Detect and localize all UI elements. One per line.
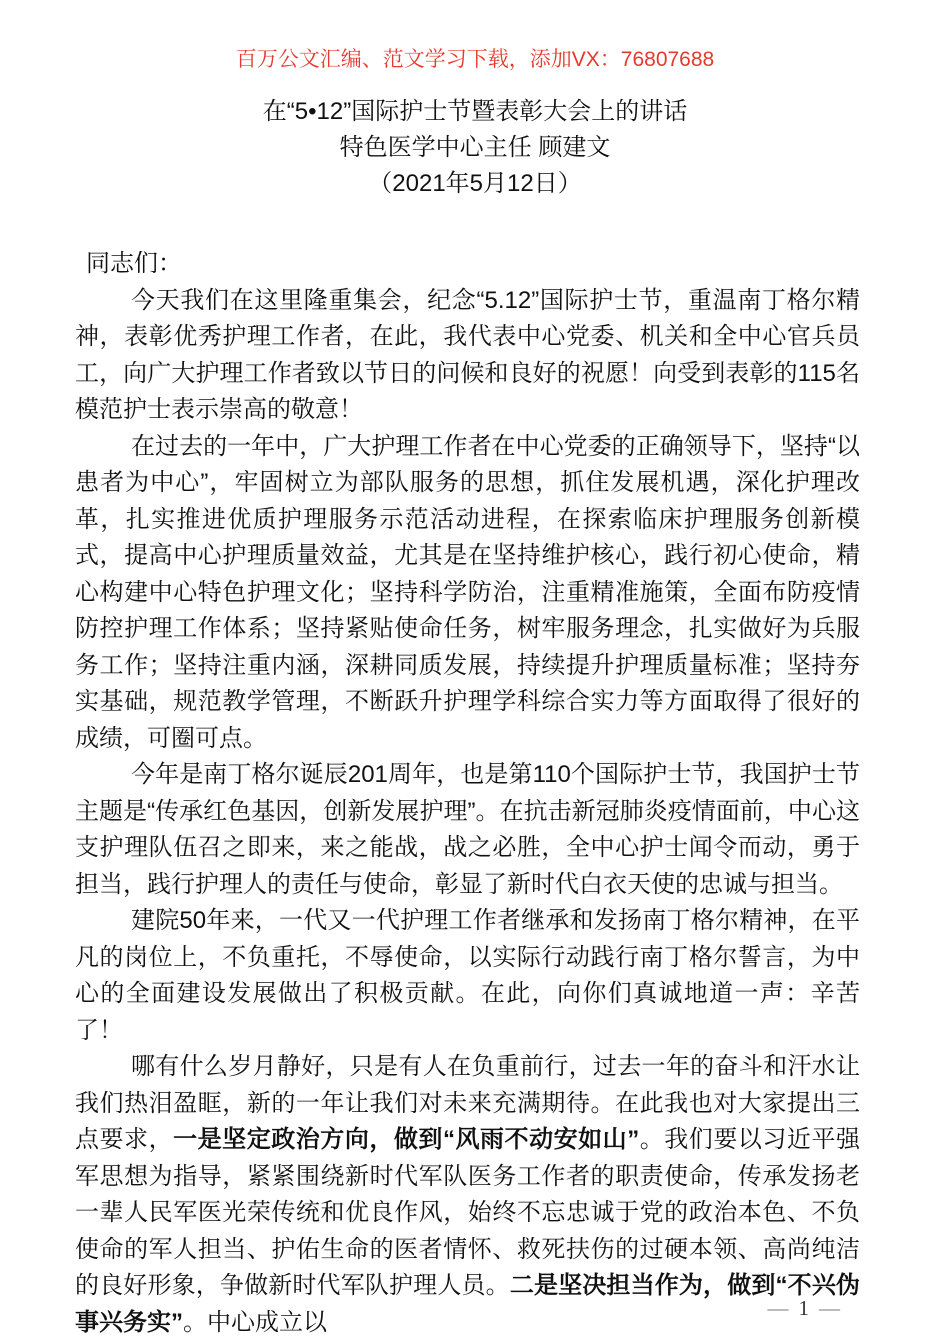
paragraph-4 (75, 903, 860, 1049)
paragraph-1-text: 今天我们在这里隆重集会，纪念“5.12”国际护士节，重温南丁格尔精神，表彰优秀护理工作者，在此，我代表中心党委、机关和全中心官兵员工，向广大护理工作者致以节日的问候和良好的祝愿！向受到表彰的115名模范护士表示崇高的敬意！ (75, 286, 860, 423)
paragraph-5-run-1: 哪有什么岁月静好，只是有人在负重前行，过去一年的奋斗和汗水让我们热泪盈眶，新的一年让我们对未来充满期待。在此我也对大家提出三点要求， (75, 1053, 860, 1153)
paragraph-1 (75, 283, 860, 429)
paragraph-2-text: 在过去的一年中，广大护理工作者在中心党委的正确领导下，坚持“以患者为中心”，牢固树立为部队服务的思想，抓住发展机遇，深化护理改革，扎实推进优质护理服务示范活动进程，在探索临床护理服务创新模式，提高中心护理质量效益，尤其是在坚持维护核心，践行初心使命，精心构建中心特色护理文化；坚持科学防治，注重精准施策，全面布防疫情防控护理工作体系；坚持紧贴使命任务，树牢服务理念，扎实做好为兵服务工作；坚持注重内涵，深耕同质发展，持续提升护理质量标准；坚持夯实基础，规范教学管理，不断跃升护理学科综合实力等方面取得了很好的成绩，可圈可点。 (75, 432, 860, 752)
paragraph-5-bold-point-2: 二是坚决担当作为，做到“不兴伪事兴务实” (75, 1272, 860, 1336)
document-title: 在“5•12”国际护士节暨表彰大会上的讲话 (262, 98, 688, 125)
paragraph-5-run-3: 。我们要以习近平强军思想为指导，紧紧围绕新时代军队医务工作者的职责使命，传承发扬老一辈人民军医光荣传统和优良作风，始终不忘忠诚于党的政治本色、不负使命的军人担当、护佑生命的医者情怀、救死扶伤的过硬本领、高尚纯洁的良好形象，争做新时代军队护理人员。 (75, 1126, 860, 1299)
speaker-line: 特色医学中心主任 顾建文 (339, 134, 611, 161)
paragraph-3 (75, 757, 860, 903)
document-body (0, 246, 950, 1341)
salutation: 同志们： (86, 250, 182, 277)
paragraph-4-text: 建院50年来，一代又一代护理工作者继承和发扬南丁格尔精神，在平凡的岗位上，不负重托，不辱使命，以实际行动践行南丁格尔誓言，为中心的全面建设发展做出了积极贡献。在此，向你们真诚地道一声：辛苦了！ (75, 907, 860, 1044)
promo-watermark-text: 百万公文汇编、范文学习下载，添加VX：76807688 (235, 48, 715, 71)
title-block (0, 94, 950, 202)
page-number-footer (760, 1296, 851, 1321)
paragraph-2 (75, 429, 860, 758)
paragraph-5 (75, 1049, 860, 1341)
paragraph-5-bold-point-1: 一是坚定政治方向，做到“风雨不动安如山” (173, 1126, 640, 1153)
page-number-dash-left: — (767, 1296, 791, 1320)
date-line: （2021年5月12日） (368, 170, 582, 197)
paragraph-3-text: 今年是南丁格尔诞辰201周年，也是第110个国际护士节，我国护士节主题是“传承红色基因，创新发展护理”。在抗击新冠肺炎疫情面前，中心这支护理队伍召之即来，来之能战，战之必胜，全中心护士闻令而动，勇于担当，践行护理人的责任与使命，彰显了新时代白衣天使的忠诚与担当。 (75, 761, 860, 898)
page-number: 1 (798, 1296, 811, 1320)
page-number-dash-right: — (819, 1296, 842, 1320)
paragraph-5-run-5: 。中心成立以 (183, 1308, 327, 1336)
